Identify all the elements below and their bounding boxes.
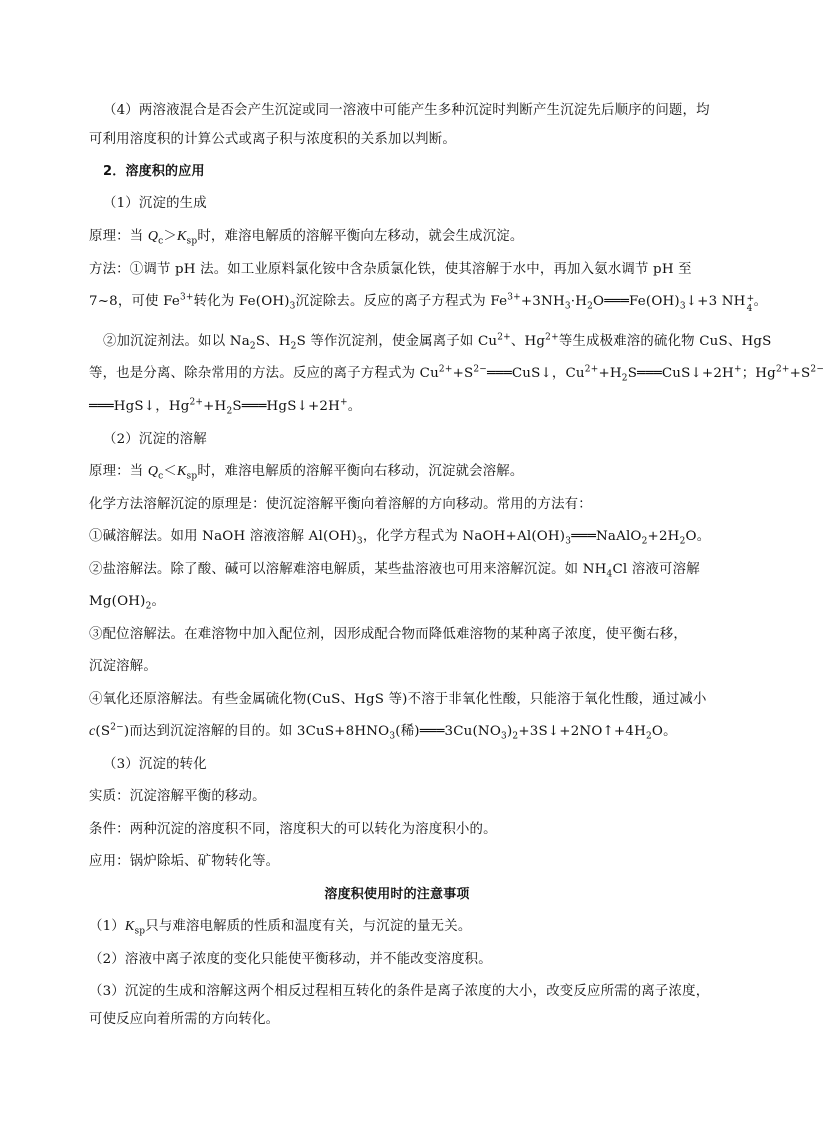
sub2-method3-line1: ③配位溶解法。在难溶物中加入配位剂，因形成配合物而降低难溶物的某种离子浓度，使平衡右移，: [89, 627, 687, 642]
point4-line1: （4）两溶液混合是否会产生沉淀或同一溶液中可能产生多种沉淀时判断产生沉淀先后顺序的问题，均: [103, 103, 710, 118]
nh4-charge: + 4: [746, 294, 755, 314]
notes-title: 溶度积使用时的注意事项: [324, 887, 470, 902]
sub1-method2-line1: ②加沉淀剂法。如以 $Na_2S$、$H_2S$ 等作沉淀剂，使金属离子如 $Cu^{2+}$、$Hg^{2+}$等生成极难溶的硫化物 CuS、HgS: [103, 332, 772, 352]
sub1-principle: 原理：当 $Q_c>K_{sp}$时，难溶电解质的溶解平衡向左移动，就会生成沉淀。: [89, 229, 524, 247]
sub2-method1: ①碱溶解法。如用 NaOH 溶液溶解 $Al(OH)_3$，化学方程式为 $NaOH+Al(OH)_3═══NaAlO_2+2H_2O$。: [89, 529, 711, 547]
sub2-method4-line1: ④氧化还原溶解法。有些金属硫化物(CuS、HgS 等)不溶于非氧化性酸，只能溶于氧化性酸，通过减小: [89, 692, 707, 707]
sub3-condition: 条件：两种沉淀的溶度积不同，溶度积大的可以转化为溶度积小的。: [89, 822, 497, 837]
sub1-title: （1）沉淀的生成: [103, 196, 207, 211]
sub1-method1-line2: 7~8，可使 $Fe^{3+}$转化为 $Fe(OH)_3$沉淀除去。反应的离子方程式为 $Fe^{3+}+3NH_3\cdot H_2O═══Fe(OH)_3↓+3$ NH + 4 。: [89, 292, 768, 314]
sub2-method4-line2: $c(S^{2-})$而达到沉淀溶解的目的。如 $3CuS+8HNO_3$(稀)$═══3Cu(NO_3)_2+3S↓+2NO↑+4H_2O$。: [89, 722, 677, 742]
sub3-title: （3）沉淀的转化: [103, 757, 207, 772]
point4-line2: 可利用溶度积的计算公式或离子积与浓度积的关系加以判断。: [89, 132, 456, 147]
sub2-method2-line1: ②盐溶解法。除了酸、碱可以溶解难溶电解质，某些盐溶液也可用来溶解沉淀。如 $NH_4Cl$ 溶液可溶解: [89, 562, 700, 580]
sub1-method2-line3: ═══HgS↓，$Hg^{2+}+H_2S═══HgS↓+2H^+$。: [89, 397, 362, 417]
sub1-method1-line1: 方法：①调节 pH 法。如工业原料氯化铵中含杂质氯化铁，使其溶解于水中，再加入氨水调节 pH 至: [89, 262, 692, 277]
sub1-method2-line2: 等，也是分离、除杂常用的方法。反应的离子方程式为 $Cu^{2+}+S^{2-}═══CuS↓$，$Cu^{2+}+H_2S═══CuS↓+2H^+$；$Hg^{2+}+S^{2-}$: [89, 364, 824, 384]
notes-item3-line1: （3）沉淀的生成和溶解这两个相反过程相互转化的条件是离子浓度的大小，改变反应所需的离子浓度，: [89, 984, 710, 999]
sub2-method2-line2: $Mg(OH)_2$。: [89, 594, 166, 612]
sub3-essence: 实质：沉淀溶解平衡的移动。: [89, 789, 266, 804]
sub3-application: 应用：锅炉除垢、矿物转化等。: [89, 854, 280, 869]
sub2-method3-line2: 沉淀溶解。: [89, 659, 157, 674]
notes-item1: $(1)K_{sp}$只与难溶电解质的性质和温度有关，与沉淀的量无关。: [89, 919, 472, 937]
sub2-chem-intro: 化学方法溶解沉淀的原理是：使沉淀溶解平衡向着溶解的方向移动。常用的方法有：: [89, 497, 592, 512]
sub2-principle: 原理：当 $Q_c<K_{sp}$时，难溶电解质的溶解平衡向右移动，沉淀就会溶解。: [89, 464, 524, 482]
notes-item2: （2）溶液中离子浓度的变化只能使平衡移动，并不能改变溶度积。: [89, 952, 492, 967]
sub2-title: （2）沉淀的溶解: [103, 432, 207, 447]
notes-item3-line2: 可使反应向着所需的方向转化。: [89, 1012, 280, 1027]
section2-title: 2．溶度积的应用: [103, 164, 205, 179]
